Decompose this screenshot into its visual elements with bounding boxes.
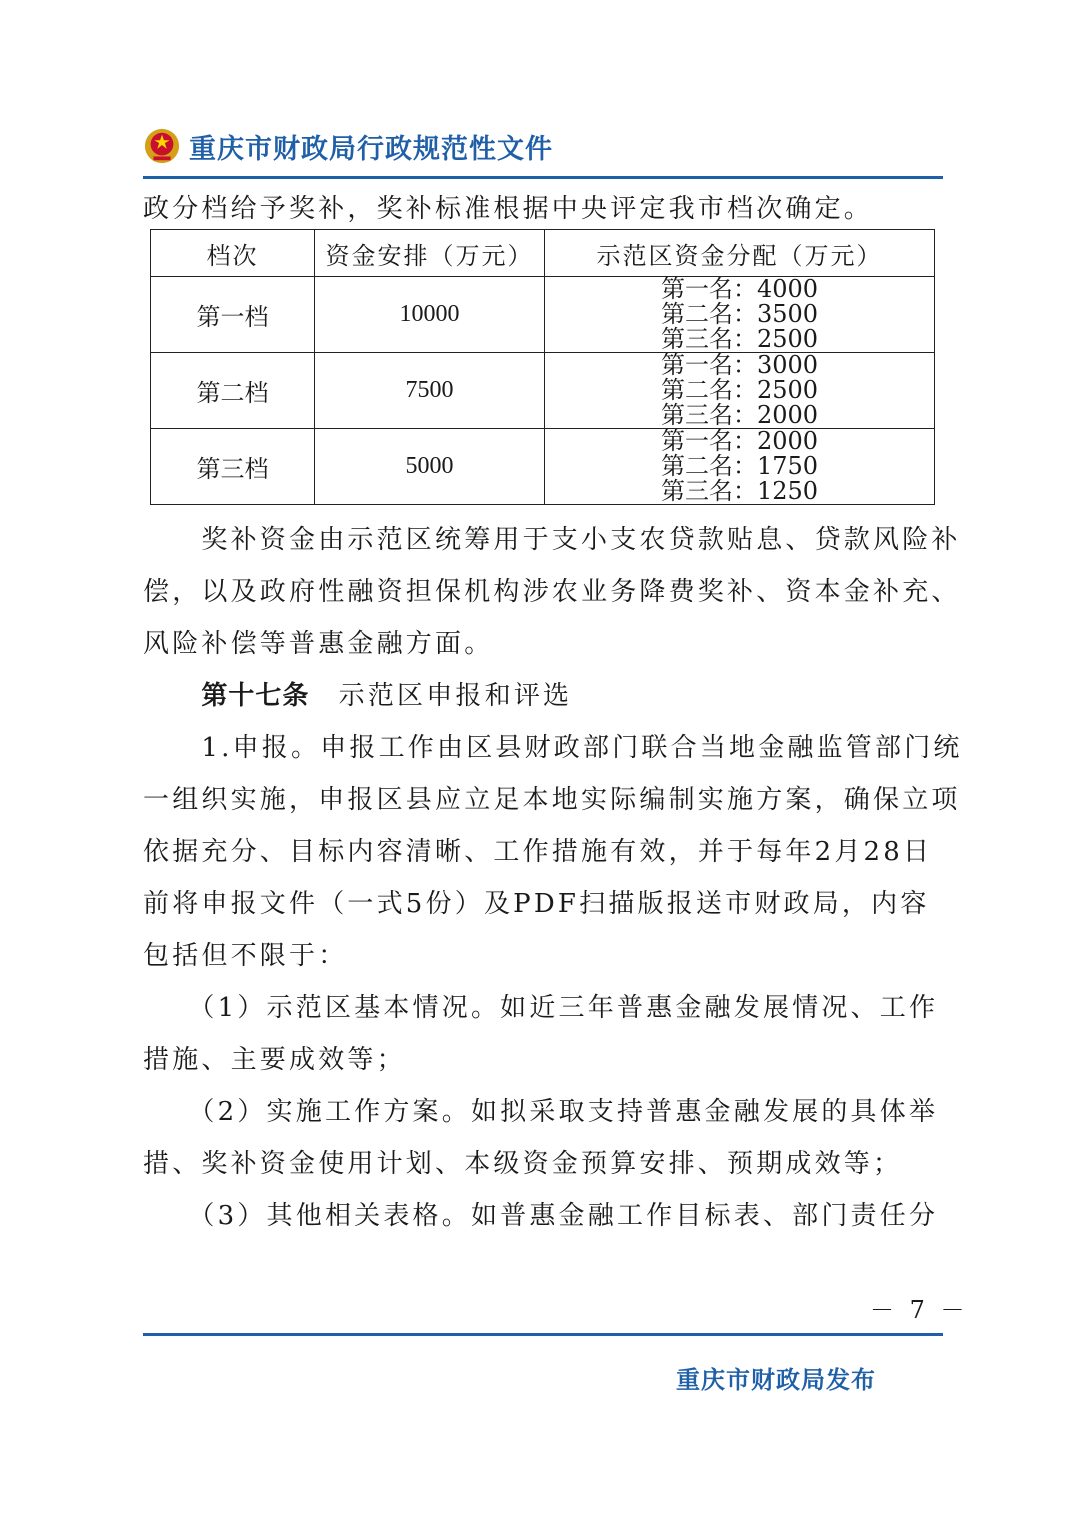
allocation-line: 第一名：3000 [660, 351, 819, 379]
article-heading [143, 670, 943, 722]
article-number: 第十七条 [201, 681, 310, 711]
tier-cell: 第二档 [151, 353, 315, 429]
paragraph-line: 依据充分、目标内容清晰、工作措施有效，并于每年2月28日 [143, 837, 933, 867]
paragraph-line: （3）其他相关表格。如普惠金融工作目标表、部门责任分 [143, 1201, 939, 1231]
publisher-footer: 重庆市财政局发布 [676, 1366, 876, 1394]
table-header-row [151, 230, 935, 277]
tier-cell: 第三档 [151, 429, 315, 505]
document-header [143, 122, 553, 170]
allocation-line: 第二名：2500 [660, 376, 819, 404]
table-row [151, 429, 935, 505]
allocation-line: 第一名：2000 [660, 427, 819, 455]
allocation-cell [545, 277, 935, 353]
allocation-line: 第二名：3500 [660, 300, 819, 328]
allocation-cell [545, 353, 935, 429]
header-allocation: 示范区资金分配（万元） [545, 230, 935, 277]
paragraph-line: 1.申报。申报工作由区县财政部门联合当地金融监管部门统 [143, 733, 963, 763]
document-series-title: 重庆市财政局行政规范性文件 [189, 133, 553, 165]
national-emblem-icon [143, 127, 181, 165]
allocation-line: 第三名：2000 [660, 401, 819, 429]
paragraph-line: 一组织实施，申报区县应立足本地实际编制实施方案，确保立项 [143, 785, 961, 815]
page-number: － 7 － [870, 1296, 969, 1324]
paragraph-line: （1）示范区基本情况。如近三年普惠金融发展情况、工作 [143, 993, 939, 1023]
paragraph-line: 包括但不限于： [143, 941, 348, 971]
paragraph-line: （2）实施工作方案。如拟采取支持普惠金融发展的具体举 [143, 1097, 939, 1127]
fund-allocation-table [150, 229, 935, 505]
tier-cell: 第一档 [151, 277, 315, 353]
allocation-line: 第三名：2500 [660, 325, 819, 353]
amount-cell: 10000 [315, 277, 545, 353]
intro-line: 政分档给予奖补，奖补标准根据中央评定我市档次确定。 [143, 194, 874, 224]
table-row [151, 353, 935, 429]
allocation-line: 第二名：1750 [660, 452, 819, 480]
header-rule [143, 176, 943, 179]
amount-cell: 5000 [315, 429, 545, 505]
amount-cell: 7500 [315, 353, 545, 429]
table-row [151, 277, 935, 353]
allocation-line: 第三名：1250 [660, 477, 819, 505]
header-amount: 资金安排（万元） [315, 230, 545, 277]
footer-rule [143, 1333, 943, 1336]
article-title: 示范区申报和评选 [338, 681, 573, 711]
allocation-line: 第一名：4000 [660, 275, 819, 303]
paragraph-line: 措、奖补资金使用计划、本级资金预算安排、预期成效等； [143, 1149, 903, 1179]
paragraph-line: 偿，以及政府性融资担保机构涉农业务降费奖补、资本金补充、 [143, 577, 961, 607]
paragraph-line: 措施、主要成效等； [143, 1045, 406, 1075]
paragraph-line: 风险补偿等普惠金融方面。 [143, 629, 494, 659]
allocation-cell [545, 429, 935, 505]
paragraph-line: 奖补资金由示范区统筹用于支小支农贷款贴息、贷款风险补 [143, 525, 961, 555]
header-tier: 档次 [151, 230, 315, 277]
paragraph-line: 前将申报文件（一式5份）及PDF扫描版报送市财政局，内容 [143, 889, 930, 919]
